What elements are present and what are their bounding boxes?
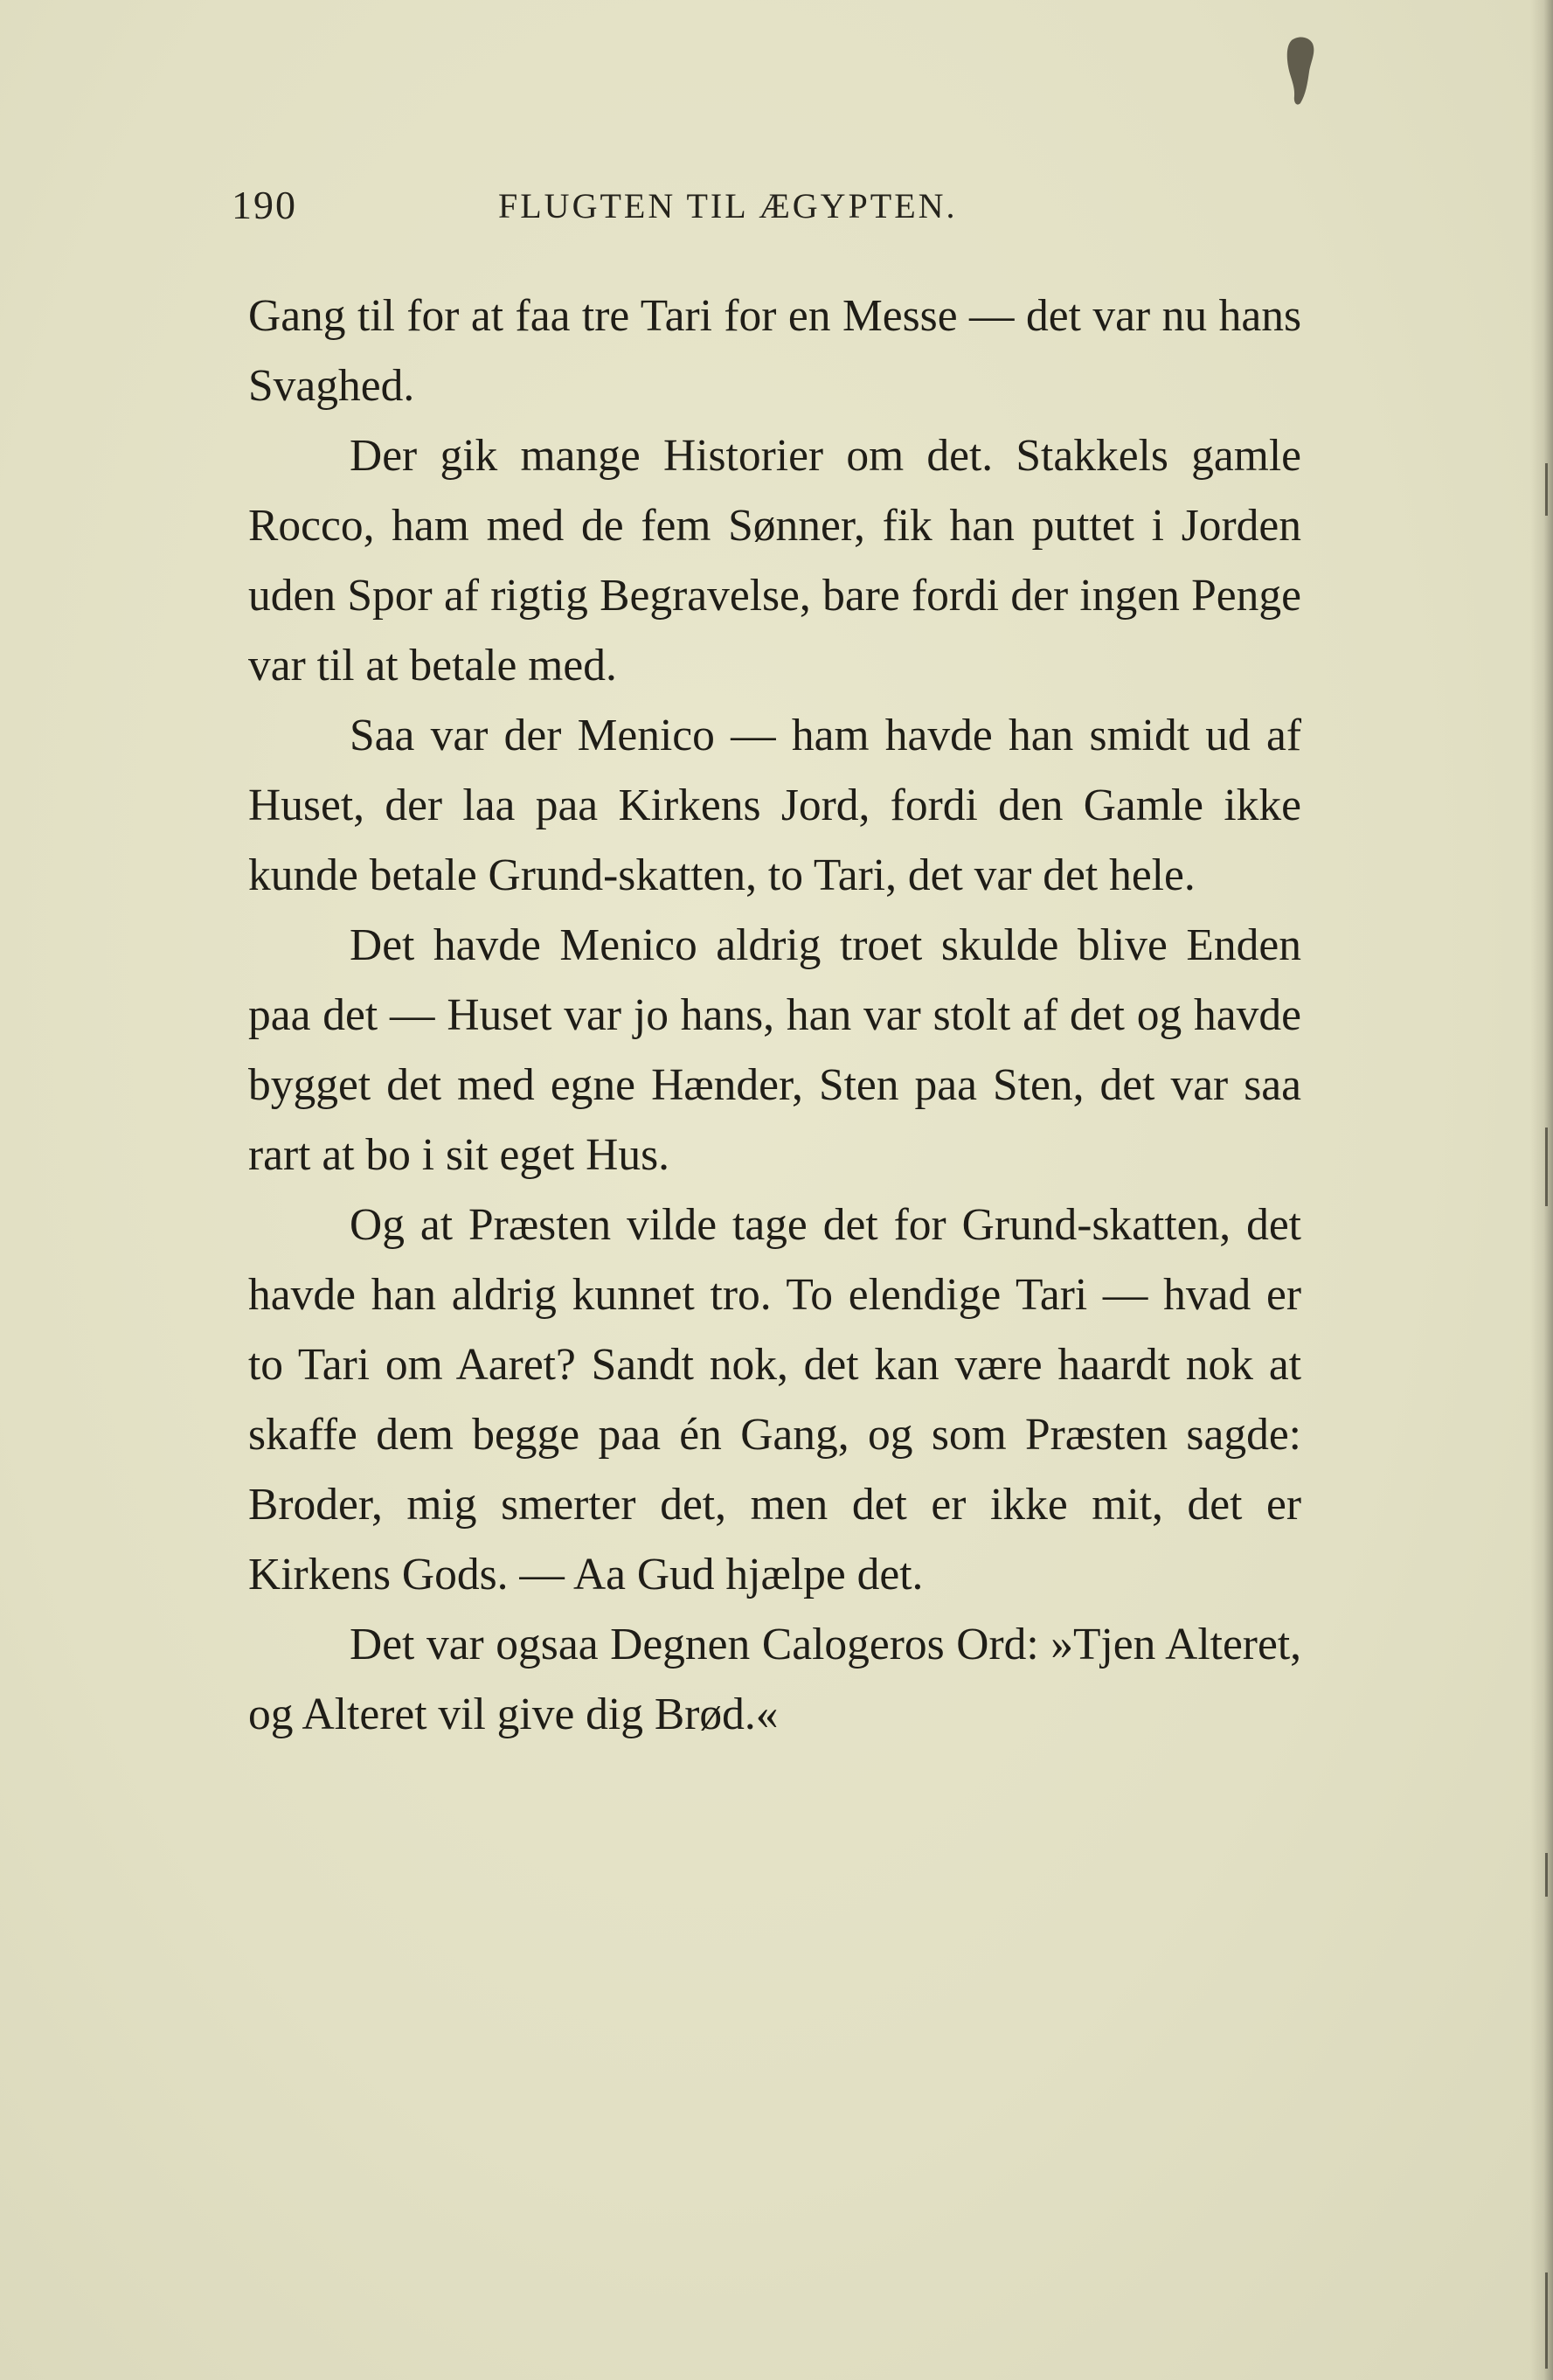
paragraph: Der gik mange Historier om det. Stakkels gamle Rocco, ham med de fem Sønner, fik han puttet i Jorden uden Spor af rigtig Begravelse, bare fordi der ingen Penge var til at betale med. — [248, 431, 1301, 690]
edge-mark — [1545, 1853, 1548, 1897]
paragraph: Det var ogsaa Degnen Calogeros Ord: »Tjen Alteret, og Alteret vil give dig Brød.« — [248, 1620, 1301, 1739]
running-head — [232, 182, 1315, 234]
paragraph: Det havde Menico aldrig troet skulde blive Enden paa det — Huset var jo hans, han var stolt af det og havde bygget det med egne Hænder, Sten paa Sten, det var saa rart at bo i sit eget Hus. — [248, 920, 1301, 1180]
body-text — [248, 281, 1301, 1750]
running-title: FLUGTEN TIL ÆGYPTEN. — [498, 186, 958, 226]
ink-blot-icon — [1279, 33, 1321, 108]
page-edge-shadow — [1530, 0, 1553, 2380]
paragraph: Og at Præsten vilde tage det for Grund-skatten, det havde han aldrig kunnet tro. To elendige Tari — hvad er to Tari om Aaret? Sandt nok, det kan være haardt nok at skaffe dem begge paa én Gang, og som Præsten sagde: Broder, mig smerter det, men det er ikke mit, det er Kirkens Gods. — Aa Gud hjælpe det. — [248, 1200, 1301, 1599]
edge-mark — [1545, 2272, 1548, 2369]
paragraph: Gang til for at faa tre Tari for en Messe — det var nu hans Svaghed. — [248, 291, 1301, 411]
page-number: 190 — [232, 183, 297, 227]
edge-mark — [1545, 463, 1548, 516]
paragraph: Saa var der Menico — ham havde han smidt ud af Huset, der laa paa Kirkens Jord, fordi den Gamle ikke kunde betale Grund-skatten, to Tari, det var det hele. — [248, 711, 1301, 900]
edge-mark — [1545, 1128, 1548, 1206]
